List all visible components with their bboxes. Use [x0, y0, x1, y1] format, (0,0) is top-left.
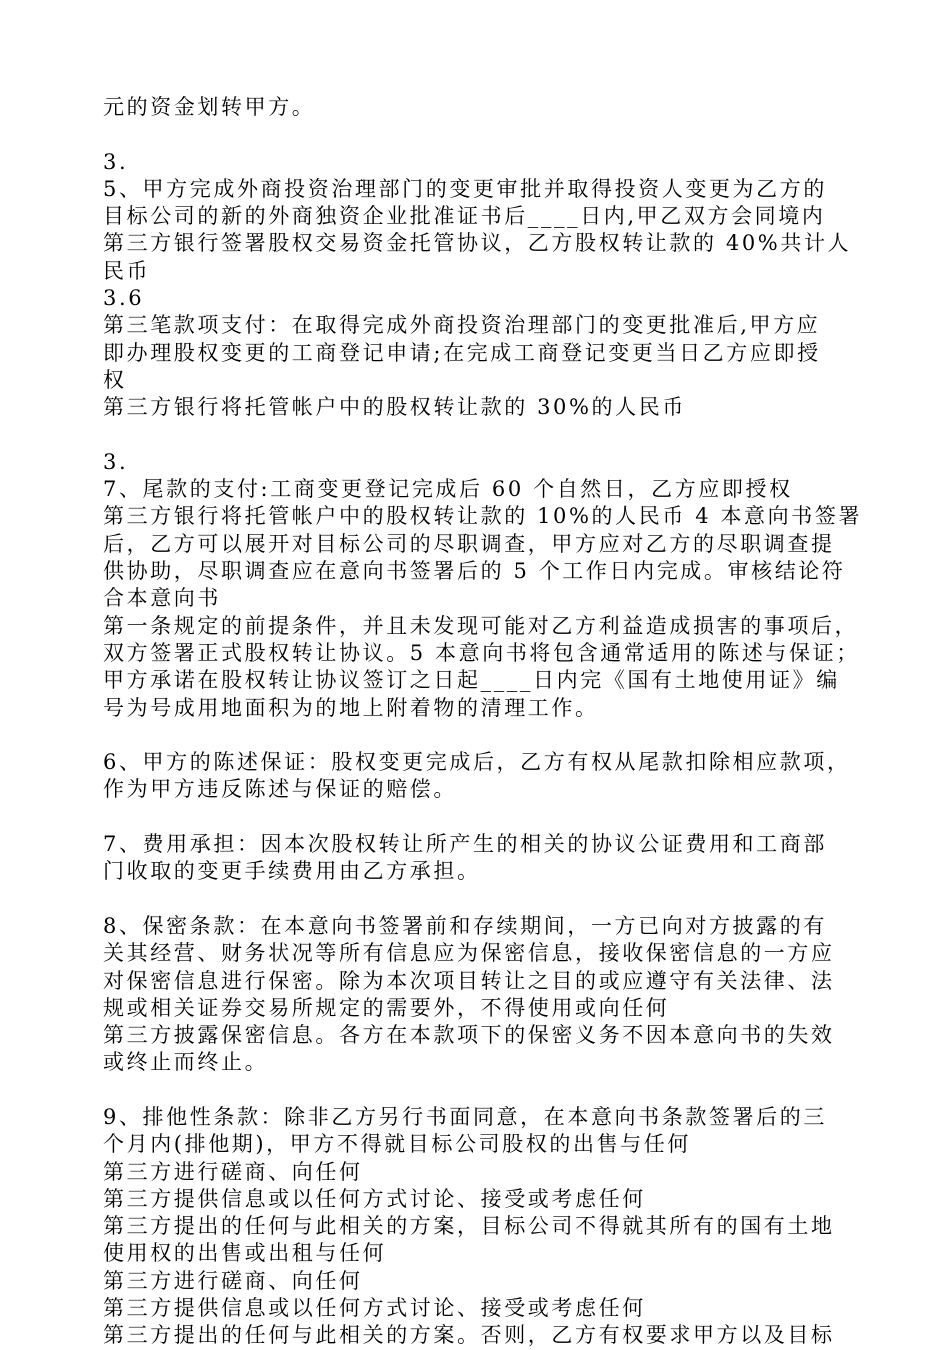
text-line: 民币	[103, 258, 151, 283]
text-line: 或终止而终止。	[103, 1050, 269, 1075]
text-line: 第三方银行将托管帐户中的股权转让款的 30%的人民币	[103, 395, 686, 420]
text-line: 个月内(排他期)，甲方不得就目标公司股权的出售与任何	[103, 1132, 691, 1157]
paragraph-gap	[103, 1077, 855, 1104]
text-line: 第三方提供信息或以任何方式讨论、接受或考虑任何	[103, 1296, 646, 1321]
text-line: 第三方银行将托管帐户中的股权转让款的 10%的人民币 4 本意向书签署	[103, 504, 863, 529]
paragraph	[103, 1104, 855, 1350]
text-line: 作为甲方违反陈述与保证的赔偿。	[103, 777, 457, 802]
text-line: 双方签署正式股权转让协议。5 本意向书将包含通常适用的陈述与保证；	[103, 640, 860, 665]
text-line: 3.6	[103, 286, 145, 311]
text-line: 第三方提出的任何与此相关的方案。否则，乙方有权要求甲方以及目标	[103, 1323, 835, 1348]
text-line: 即办理股权变更的工商登记申请;在完成工商登记变更当日乙方应即授	[103, 340, 821, 365]
text-line: 第一条规定的前提条件，并且未发现可能对乙方利益造成损害的事项后，	[103, 613, 859, 638]
text-line: 使用权的出售或出租与任何	[103, 1241, 387, 1266]
text-line: 第三方银行签署股权交易资金托管协议，乙方股权转让款的 40%共计人	[103, 231, 852, 256]
paragraph	[103, 449, 863, 722]
text-line: 关其经营、财务状况等所有信息应为保密信息，接收保密信息的一方应	[103, 941, 835, 966]
text-line: 第三方提供信息或以任何方式讨论、接受或考虑任何	[103, 1186, 646, 1211]
paragraph-gap	[103, 804, 855, 831]
text-line: 第三方披露保密信息。各方在本款项下的保密义务不因本意向书的失效	[103, 1023, 835, 1048]
text-line: 供协助，尽职调查应在意向书签署后的 5 个工作日内完成。审核结论符	[103, 559, 846, 584]
text-line: 规或相关证券交易所规定的需要外，不得使用或向任何	[103, 995, 670, 1020]
text-line: 门收取的变更手续费用由乙方承担。	[103, 859, 481, 884]
text-line: 对保密信息进行保密。除为本次项目转让之目的或应遵守有关法律、法	[103, 968, 835, 993]
document-page	[103, 94, 863, 1350]
text-line: 第三方进行磋商、向任何	[103, 1268, 363, 1293]
paragraph	[103, 831, 855, 886]
paragraph-gap	[103, 722, 855, 749]
paragraph-gap	[103, 886, 855, 913]
text-line: 5、甲方完成外商投资治理部门的变更审批并取得投资人变更为乙方的	[103, 176, 827, 201]
paragraph-gap	[103, 422, 855, 449]
paragraph	[103, 149, 855, 422]
text-line: 甲方承诺在股权转让协议签订之日起____日内完《国有土地使用证》编	[103, 668, 840, 693]
text-line: 6、甲方的陈述保证：股权变更完成后，乙方有权从尾款扣除相应款项，	[103, 750, 851, 775]
text-line: 3.	[103, 449, 129, 474]
text-line: 9、排他性条款：除非乙方另行书面同意，在本意向书条款签署后的三	[103, 1104, 827, 1129]
text-line: 权	[103, 367, 127, 392]
text-line: 合本意向书	[103, 586, 221, 611]
text-line: 第三笔款项支付：在取得完成外商投资治理部门的变更批准后,甲方应	[103, 313, 821, 338]
text-line: 后，乙方可以展开对目标公司的尽职调查，甲方应对乙方的尽职调查提	[103, 531, 835, 556]
text-line: 7、尾款的支付:工商变更登记完成后 60 个自然日，乙方应即授权	[103, 477, 793, 502]
text-line: 元的资金划转甲方。	[103, 95, 316, 119]
text-line: 第三方进行磋商、向任何	[103, 1159, 363, 1184]
text-line: 7、费用承担：因本次股权转让所产生的相关的协议公证费用和工商部	[103, 832, 827, 857]
paragraph	[103, 749, 855, 804]
text-line: 8、保密条款：在本意向书签署前和存续期间，一方已向对方披露的有	[103, 913, 827, 938]
paragraph	[103, 913, 855, 1077]
paragraph-gap	[103, 121, 855, 148]
text-line: 号为号成用地面积为的地上附着物的清理工作。	[103, 695, 599, 720]
paragraph	[103, 94, 855, 121]
text-line: 第三方提出的任何与此相关的方案，目标公司不得就其所有的国有土地	[103, 1214, 835, 1239]
text-line: 3.	[103, 149, 129, 174]
text-line: 目标公司的新的外商独资企业批准证书后____日内,甲乙双方会同境内	[103, 204, 826, 229]
